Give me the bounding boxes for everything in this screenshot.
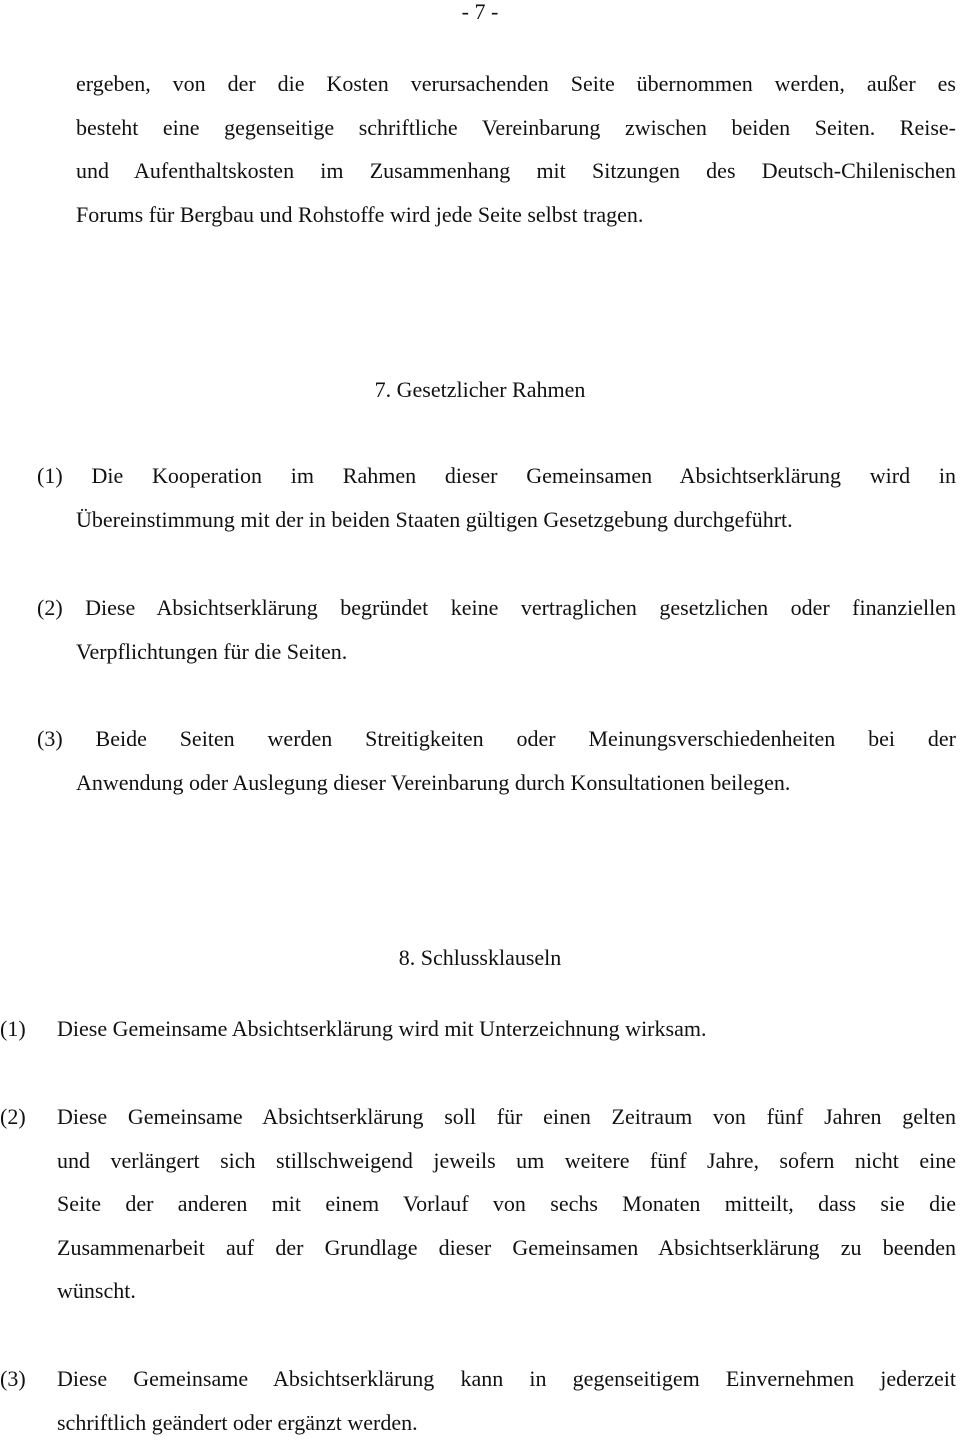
section-heading-8: 8. Schlussklauseln (0, 944, 960, 972)
text-line: (3) Beide Seiten werden Streitigkeiten oder Meinungsverschiedenheiten bei der (37, 717, 956, 761)
text-line: und Aufenthaltskosten im Zusammenhang mit Sitzungen des Deutsch-Chilenischen (76, 149, 956, 193)
text-line: Diese Gemeinsame Absichtserklärung kann in gegenseitigem Einvernehmen jederzeit (57, 1357, 956, 1401)
text-line: Anwendung oder Auslegung dieser Vereinbarung durch Konsultationen beilegen. (37, 761, 956, 805)
text-line: Forums für Bergbau und Rohstoffe wird jede Seite selbst tragen. (76, 193, 956, 237)
paragraph-body (57, 1007, 956, 1051)
section7-paragraph-3 (37, 717, 956, 804)
text-line: ergeben, von der die Kosten verursachenden Seite übernommen werden, außer es (76, 62, 956, 106)
page-number: - 7 - (0, 0, 960, 26)
text-line: wünscht. (57, 1269, 956, 1313)
text-line: (2) Diese Absichtserklärung begründet keine vertraglichen gesetzlichen oder finanziellen (37, 586, 956, 630)
paragraph-number: (3) (0, 1357, 26, 1401)
paragraph-body (57, 1357, 956, 1444)
section7-paragraph-1 (37, 454, 956, 541)
paragraph-number: (2) (0, 1095, 26, 1139)
text-line: Verpflichtungen für die Seiten. (37, 630, 956, 674)
text-line: Diese Gemeinsame Absichtserklärung soll für einen Zeitraum von fünf Jahren gelten (57, 1095, 956, 1139)
section7-paragraph-2 (37, 586, 956, 673)
section-heading-7: 7. Gesetzlicher Rahmen (0, 376, 960, 404)
paragraph-number: (1) (0, 1007, 26, 1051)
text-line: besteht eine gegenseitige schriftliche Vereinbarung zwischen beiden Seiten. Reise- (76, 106, 956, 150)
text-line: Seite der anderen mit einem Vorlauf von sechs Monaten mitteilt, dass sie die (57, 1182, 956, 1226)
text-line: Übereinstimmung mit der in beiden Staaten gültigen Gesetzgebung durchgeführt. (37, 498, 956, 542)
intro-paragraph (76, 62, 956, 236)
text-line: Diese Gemeinsame Absichtserklärung wird mit Unterzeichnung wirksam. (57, 1007, 956, 1051)
text-line: und verlängert sich stillschweigend jeweils um weitere fünf Jahre, sofern nicht eine (57, 1139, 956, 1183)
text-line: schriftlich geändert oder ergänzt werden. (57, 1401, 956, 1444)
text-line: Zusammenarbeit auf der Grundlage dieser Gemeinsamen Absichtserklärung zu beenden (57, 1226, 956, 1270)
paragraph-body (57, 1095, 956, 1313)
text-line: (1) Die Kooperation im Rahmen dieser Gemeinsamen Absichtserklärung wird in (37, 454, 956, 498)
